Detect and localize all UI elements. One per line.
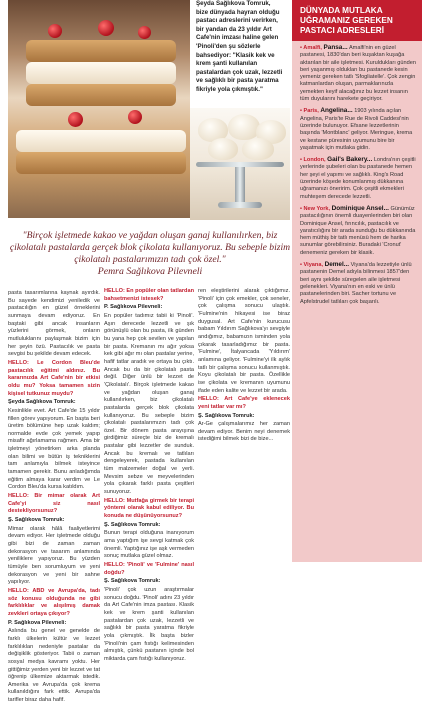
cake-stand-base [218,202,262,208]
cream-layer [26,62,176,84]
body-paragraph: Aslında bu genel ve genelde de farklı ülkelerin kültür ve lezzet farklılıkları nedeniyle pastalar da değişiklik gösteriyor. Tabii o zaman sosyal medya kavramı yoktu. Her gittiğimiz yerden yeni bir lezzet ve tat öğrenip ülkemize aktarmak istedik. Amerika ve Avrupa'da çok krema kullanıldığını fark ettik. Avrupa'da tarifler biraz daha hafif. [8,628,100,704]
speaker-name: Şeyda Sağlıkova Tomruk: [8,399,76,406]
cake-layer [26,40,176,62]
speaker-name: P. Sağlıkova Pilevneli: [104,304,163,311]
pull-quote [8,230,292,278]
entry-text: Günümüz pastacılığının önemli duayenlerinden biri olan Dominique Ansel, fırıncılık, pastacılık ve yaratıcılığını bir arada sunduğu bu dükkanında hem müthiş bir tatlı menüsü hem de harika sunumlar görebilirsiniz. Buradaki 'Cronut' denemeniz gereken bir klasik. [300,205,416,256]
interview-question: HELLO: Mutfağa girmek bir terapi yöntemi olarak kabul ediliyor. Bu konuda ne düşünüyorsunuz? [104,497,194,520]
article-column-2 [104,288,194,662]
speaker-name: Ş. Sağlıkova Tomruk: [8,517,65,524]
entry-name: Gail's Bakery... [327,156,373,164]
sidebar-body [292,41,422,306]
interview-question: HELLO: Bir mimar olarak Art Cafe'yi siz nasıl destekliyorsunuz? [8,493,100,515]
article-column-1 [8,290,100,704]
entry-name: Dominique Ansel... [331,204,389,212]
meringue [242,138,274,160]
body-paragraph: 'Pinoli' çok uzun araştırmalar sonucu doğdu. 'Pinoli' adını 23 yıldır da Art Cafe'nin imza pastası. Klasik kek ve krem şanti kullanılan pastalardan çok uzak, lezzetli ve sağlıklı bir pasta yaratma fikriyle yola çıkmıştık. İlk başta bizler 'Pinoli'nin çam fıstığı kelimesinden almıştık, çünkü pastanın içinde bol miktarda çam fıstığı kullanıyoruz. [104,586,194,662]
entry-name: Demel... [324,261,350,269]
cream-layer [16,130,186,152]
body-paragraph: ren eleştirilerini alarak çıktığımız. 'Pinoli' için çok emekler, çok seneler, çok çalışma sonucu ulaştık. 'Fulmine'nin hikayesi ise biraz duygusal. Art Cafe'nin kurucusu babam Yıldırım Sağlıkova'yı sevgiyle andığımız, babamızın isminden yola çıkarak tasarladığımız bir pasta. 'Fulmine', İtalyancada 'Yıldırım' anlamına geliyor. 'Fulmine'yi ilk aylık tatlı bir çalışma sonucu kullanmıştık. Koyu çikolatalı bir pasta. Özellikle ise çikolata ve kremanın uyumunu ifade eden kalite ve lezzet bir arada. [198,288,290,394]
raspberry [98,20,114,36]
speaker-name: Ş. Sağlıkova Tomruk: [104,578,161,585]
sidebar-entry [300,261,416,306]
raspberry [138,26,151,39]
entry-text: 1903 yılında açılan Angelina, Paris'te Rue de Rivoli Caddesi'nin üzerinde bulunuyor. Efsane lezzetlerinin başında 'Montblanc' geliyor. Meringue, krema ve kestane püresinin uyumunu bire bir yaşatmak için mutlaka gidin. [300,108,413,151]
pastry-photo [8,0,190,218]
entry-name: Angelina... [320,107,353,115]
body-paragraph: pasta tasarımlarına kaynak ayırdık. Bu sayede kendimizi yeniledik ve pastacılığın en güzel örneklerini sunmaya devam ediyoruz. En baştaki gibi ancak insanların yüzlerini görmek, onların mutluluklarını paylaşmak bizim için her şeyin özü. Pastacılık ve pasta sevgisi bu şekilde devam edecek. [8,290,100,358]
raspberry [48,24,62,38]
raspberry [68,112,83,127]
entry-city: • New York, [300,205,331,212]
quote-author: Pemra Sağlıkova Pilevneli [97,266,203,277]
sidebar-entry [300,44,416,103]
article-column-3 [198,288,290,560]
entry-city: • Paris, [300,108,319,115]
entry-text: Londra'nın çeşitli yerlerinde şubeleri olan bu pastanede hemen her şeyi el yapımı ve sağlıklı. King's Road üzerinde köşede konumlanmış dükkanına uğramanızı öneririm. Çok çeşitli ekmekleri muhteşem derecede lezzetli. [300,157,416,200]
sidebar-entry [300,107,416,152]
body-paragraph: Mimar olarak hâlâ faaliyetlerimi devam ediyor. Her işletmede olduğu gibi bizi de zaman zaman dekorasyon ve tasarım anlamında yeniliklere yapıyoruz. Bu yüzden tümüyle ben sorumluyum ve yeni dekorasyon ve yeni bir sahne yapılıyor. [8,525,100,586]
body-paragraph: Kesinlikle evet. Art Cafe'de 15 yıldır fillen görev yapıyorum. En başta beri üretim bölümüne hep uzak kaldım; normalde evde çok yemek yapıp misafir ağırlamama rağmen. Ama bir işletmeyi yönetirken arka planda olan bilimi ve bütün iş tekniklerini tam anlamıyla bilmek isteyince tamamen gerekir. Bunu anladığımda eğitim almaya karar verdim ve Le Cordon Bleu'da kursa katıldım. [8,407,100,491]
body-paragraph: Bunun terapi olduğuna inanıyorum ama yaptığım işe sevgi katmak çok önemli. Yaptığınız işe aşk vermeden sonuç mutlaka güzel olmaz. [104,530,194,560]
raspberry [128,110,142,124]
quote-text: "Birçok işletmede kakao ve yağdan oluşan ganaj kullanılırken, biz çikolatalı pastalarda gerçek blok çikolata kullanıyoruz. Bu sebeple bizim çikolatalı pastalarımızın tadı çok özel." [9,230,291,265]
entry-city: • London, [300,157,326,164]
meringue [228,114,260,140]
body-paragraph: Ar-Ge çalışmalarımız her zaman devam ediyor. Benim neyi denemek istediğimi bilmek bizi de bize... [198,421,290,443]
entry-text: Amalfi'nin en güzel pastanesi, 1830'dan beri kuşaktan kuşağa aktarılan bir aile işletmesi. Kuruldukları günden beri yaşanmış oldukları bu pastanede kesin yemeniz gereken tatlı 'Sfogliatelle'. Çok zengin katmanlardan oluşan, parmaklarınızla yemekten keyif alacağınız bu lezzet insanın tüm duyularını harekete geçiriyor. [300,45,416,103]
entry-name: Pansa... [323,44,348,51]
sidebar-title: DÜNYADA MUTLAKA UĞRAMANIZ GEREKEN PASTACI ADRESLERİ [292,0,422,41]
interview-question: HELLO: 'Pinoli' ve 'Fulmine' nasıl doğdu? [104,561,194,576]
interview-question: HELLO: ABD ve Avrupa'da, tadı söz konusu olduğunda ne gibi farklılıklar ve alışılmış damak zevkleri ortaya çıkıyor? [8,587,100,617]
cake-layer [26,84,176,106]
interview-question: HELLO: Art Cafe'ye eklenecek yeni tatlar var mı? [198,396,290,410]
body-paragraph: En popüler tadımız tabii ki 'Pinoli'. Aşırı derecede lezzetli ve şık görünüşlü olan bu pasta, ilk günden bu yana hep çok sevilen ve yapılan bir pasta. Kremanın mı ağır yoksa kek gibi ağır mı olan pastalar yerine, hafif tatlar aradık ve ortaya bu çıktı. Ancak bu da bir çikolatalı pasta değil. Diğer ünlü bir lezzet de 'Çikolatalı'. Birçok işletmede kakao ve yağdan oluşan ganaj kullanılırken, biz çikolatalı pastalarda gerçek blok çikolata kullanıyoruz. Bu sebeple bizim çikolatalı pastalarımızın tadı çok özel. Bir dönem pasta arayışına girdiğimiz süreçte biz de kremalı pastalar gibi lezzetler de sunduk. Ancak bu kremalı ve tatlıları dengeleyerek, pastada kullanılan tüm malzemeler doğal ve yerli. Mevsim sebze ve meyvelerinden yola çıkarak farklı pasta çeşitleri sunuyoruz. [104,312,194,496]
interview-question: HELLO: Le Cordon Bleu'de pastacılık eğitimi aldınız. Bu kararınızda Art Cafe'nin bir etkisi oldu mu? Yoksa tamamen sizin kişisel tutkunuz muydu? [8,359,100,397]
sidebar-entry [300,156,416,201]
entry-text: Viyana'da lezzetiyle ünlü pastanenin Demel adıyla bilinmesi 1857'den beri aynı şekilde süregelen aile işletmesi gelenekleri. Viyana'nın en eski ve ünlü pastanelerinden biri. Sacher tortunu ve Apfelstrudel tatlıları çok başarılı. [300,262,412,305]
meringue [208,138,238,160]
cake-layer [16,152,186,174]
interview-question: HELLO: En popüler olan tatlardan bahsetmenizi istesek? [104,288,194,302]
speaker-name: Ş. Sağlıkova Tomruk: [198,412,255,419]
meringue-photo [190,108,290,220]
bakery-sidebar [292,0,422,562]
sidebar-entry [300,205,416,257]
speaker-name: Ş. Sağlıkova Tomruk: [104,521,161,528]
speaker-name: P. Sağlıkova Pilevneli: [8,619,67,626]
cake-stand-stem [235,167,245,203]
entry-city: • Viyana, [300,262,324,269]
intro-text: Şeyda Sağlıkova Tomruk, bize dünyada hayran olduğu pastacı adreslerini verirken, bir yandan da 23 yıldır Art Cafe'nin imzası haline gelen 'Pinoli'den şu sözlerle bahsediyor: "Klasik kek ve krem şanti kullanılan pastalardan çok uzak, lezzetli ve sağlıklı bir pasta yaratma fikriyle yola çıkmıştık." [196,0,283,93]
entry-city: • Amalfi, [300,45,322,51]
